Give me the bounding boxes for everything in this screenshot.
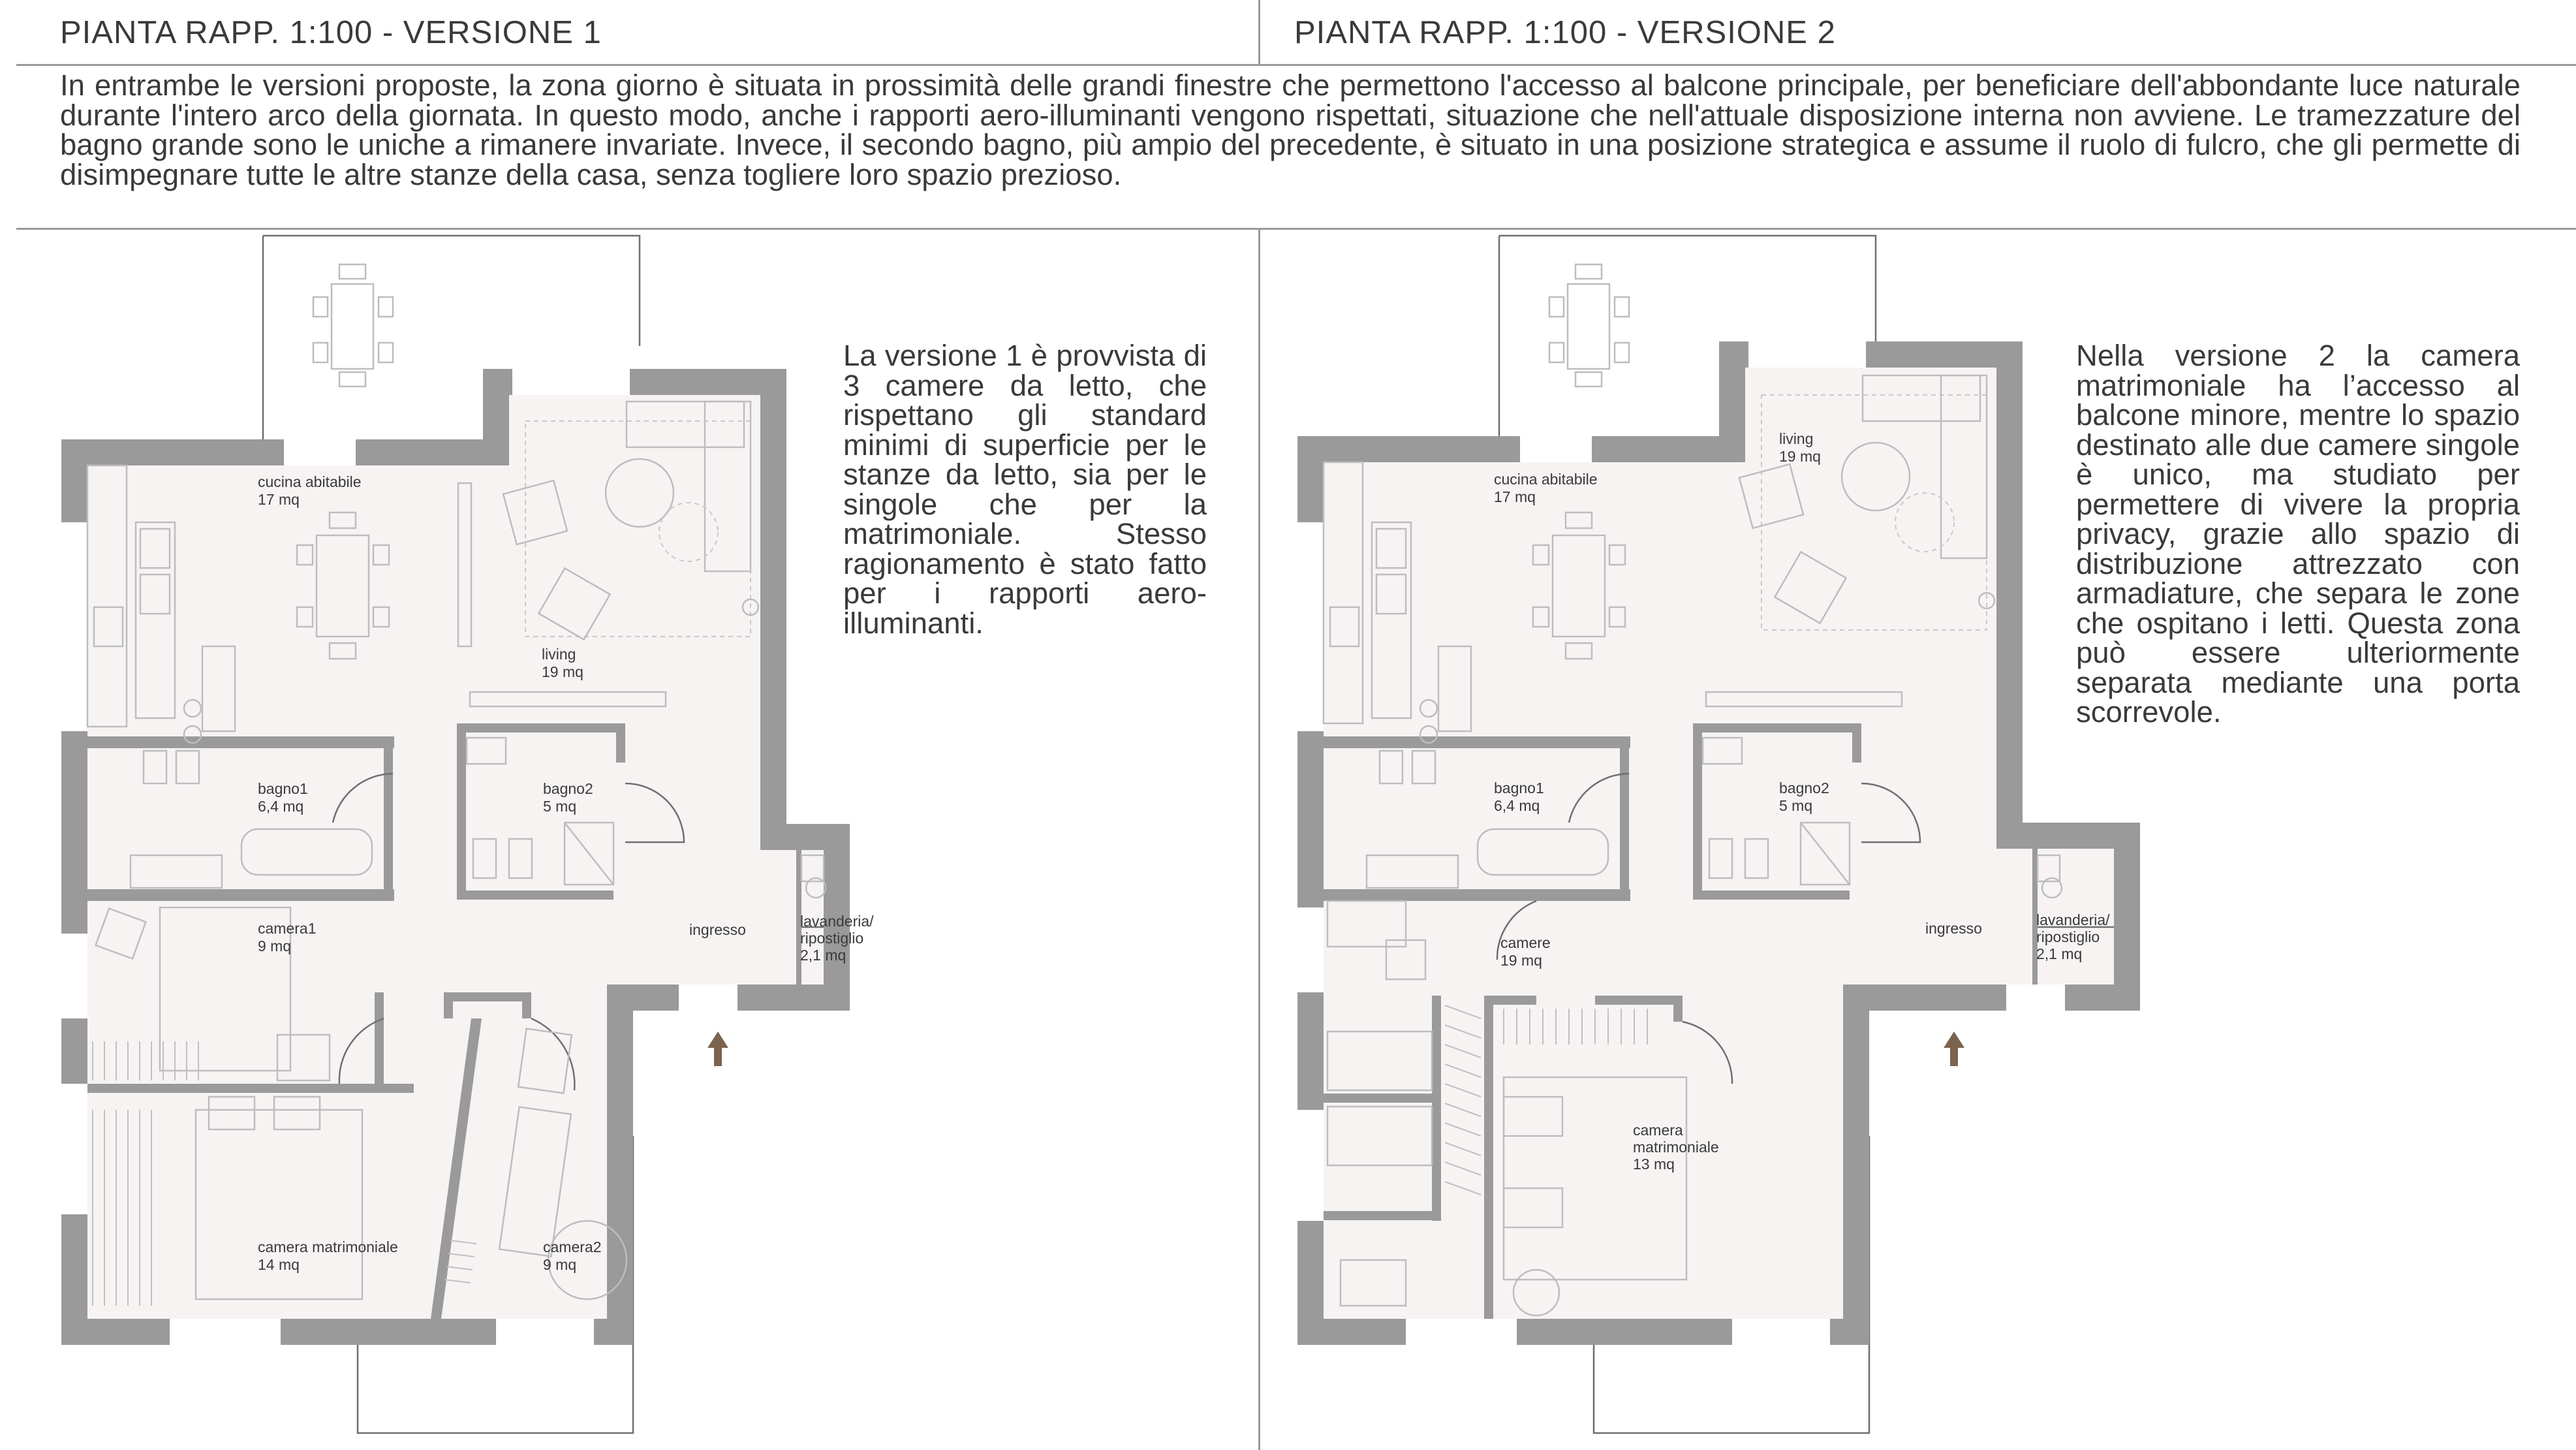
top-divider <box>16 64 2576 66</box>
room-label-ingresso: ingresso <box>1925 920 1982 937</box>
room-label-matrimoniale: camera matrimoniale 14 mq <box>258 1238 398 1273</box>
intro-divider <box>16 228 2576 230</box>
room-label-ingresso: ingresso <box>689 921 746 938</box>
window <box>61 522 87 731</box>
window <box>1406 1319 1517 1345</box>
entrance-arrow <box>1944 1032 1964 1066</box>
window <box>1732 1319 1830 1345</box>
window <box>1520 436 1592 462</box>
window <box>1297 907 1324 992</box>
entrance-arrow <box>707 1032 728 1066</box>
window <box>61 934 87 1018</box>
room-label-camera1: camera1 9 mq <box>258 920 317 954</box>
room-label-cucina: cucina abitabile 17 mq <box>1494 471 1598 505</box>
window <box>284 439 356 465</box>
room-label-lavanderia: lavanderia/ ripostiglio 2,1 mq <box>800 913 874 964</box>
room-label-camere: camere 19 mq <box>1500 934 1551 969</box>
intro-paragraph: In entrambe le versioni proposte, la zona giorno è situata in prossimità delle grandi finestre che permettono l'accesso al balcone principale, per beneficiare dell'abbondante luce naturale durante l'intero arco della giornata. In questo modo, anche i rapporti aero-illuminanti vengono rispettati, situazione che nell'attuale disposizione interna non avviene. Le tramezzature del bagno grande sono le uniche a rimanere invariate. Invece, il secondo bagno, più ampio del precedente, è situato in una posizione strategica e assume il ruolo di fulcro, che gli permette di disimpegnare tutte le altre stanze della casa, senza togliere loro spazio prezioso. <box>60 69 2521 191</box>
entrance-opening <box>2006 985 2065 1011</box>
window <box>1297 1110 1324 1221</box>
window <box>170 1319 281 1345</box>
room-label-bagno2: bagno2 5 mq <box>1779 780 1829 814</box>
window <box>512 369 630 395</box>
window <box>496 1319 594 1345</box>
vertical-divider <box>1258 0 1260 64</box>
floor-plan-version2 <box>1288 235 2137 1450</box>
room-label-bagno1: bagno1 6,4 mq <box>1494 780 1544 814</box>
room-label-matrimoniale: camera matrimoniale 13 mq <box>1633 1122 1719 1173</box>
room-label-lavanderia: lavanderia/ ripostiglio 2,1 mq <box>2036 911 2110 962</box>
balcony-table <box>313 264 393 386</box>
version2-title: PIANTA RAPP. 1:100 - VERSIONE 2 <box>1294 15 1836 50</box>
floor-plan-version1 <box>52 235 874 1450</box>
room-label-living: living 19 mq <box>1779 430 1821 465</box>
version1-description: La versione 1 è provvista di 3 camere da letto, che rispettano gli standard minimi di superficie per le stanze da letto, sia per le singole che per la matrimoniale. Stesso ragionamento è stato fatto per i rapporti aero-illuminanti. <box>843 339 1207 640</box>
window <box>1297 522 1324 731</box>
window <box>61 1084 87 1214</box>
vertical-divider-lower <box>1258 230 1260 1450</box>
room-label-camera2: camera2 9 mq <box>543 1238 602 1273</box>
balcony-table <box>1549 264 1629 386</box>
room-label-bagno1: bagno1 6,4 mq <box>258 780 308 815</box>
entrance-opening <box>679 985 737 1011</box>
room-label-cucina: cucina abitabile 17 mq <box>258 473 362 508</box>
version1-title: PIANTA RAPP. 1:100 - VERSIONE 1 <box>60 15 602 50</box>
room-label-bagno2: bagno2 5 mq <box>543 780 593 815</box>
floor-area <box>1324 368 2114 1319</box>
window <box>1748 341 1866 368</box>
room-label-living: living 19 mq <box>542 646 583 680</box>
version2-description: Nella versione 2 la camera matrimoniale ha l’accesso al balcone minore, mentre lo spazio destinato alle due camere singole è unico, ma studiato per permettere di vivere la propria privacy, grazie allo spazio di distribuzione attrezzato con armadiature, che separa le zone che ospitano i letti. Questa zona può essere ulteriormente separata mediante una porta scorrevole. <box>2076 339 2520 729</box>
